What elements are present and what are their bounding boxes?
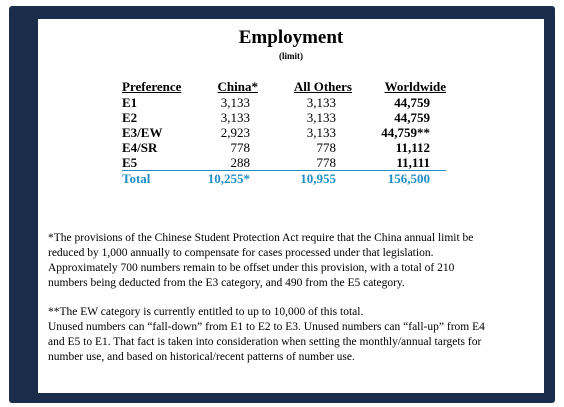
footnote-line: **The EW category is currently entitled to up to 10,000 of this total.	[48, 306, 364, 318]
footnote-line: numbers being deducted from the E3 category, and 490 from the E5 category.	[48, 277, 405, 289]
slide-frame	[9, 6, 555, 403]
cell-preference: E1	[122, 95, 138, 110]
header-preference: Preference	[122, 78, 182, 94]
cell-preference: E4/SR	[122, 140, 158, 155]
cell-preference: E3/EW	[122, 125, 163, 140]
footnotes	[48, 231, 534, 365]
header-worldwide: Worldwide	[384, 78, 446, 94]
table-total-row	[122, 171, 446, 187]
cell-china: 3,133	[220, 110, 250, 125]
cell-worldwide: 44,759	[394, 95, 430, 110]
total-all-others: 10,955	[258, 171, 352, 187]
cell-all-others: 3,133	[306, 125, 336, 140]
slide-subtitle: (limit)	[279, 51, 303, 61]
cell-worldwide: 11,111	[396, 155, 430, 170]
cell-all-others: 778	[316, 140, 336, 155]
header-all-others: All Others	[293, 78, 352, 94]
cell-worldwide: 11,112	[395, 140, 430, 155]
cell-china: 2,923	[220, 125, 250, 140]
cell-all-others: 3,133	[306, 95, 336, 110]
cell-all-others: 778	[316, 155, 336, 170]
footnote-ew-category	[48, 305, 534, 365]
table-row	[122, 95, 446, 110]
slide-title: Employment	[238, 27, 344, 48]
table-row	[122, 125, 446, 140]
footnote-china-protection-act	[48, 231, 534, 291]
cell-preference: E2	[122, 110, 138, 125]
total-worldwide: 156,500	[352, 171, 446, 187]
total-label: Total	[122, 171, 194, 187]
footnote-line: number use, and based on historical/recent patterns of number use.	[48, 351, 355, 363]
cell-china: 3,133	[220, 95, 250, 110]
slide	[38, 19, 544, 393]
header-china: China*	[217, 78, 258, 94]
footnote-line: reduced by 1,000 annually to compensate for cases processed under that legislation.	[48, 247, 434, 259]
cell-worldwide: 44,759	[394, 110, 430, 125]
cell-china: 288	[230, 155, 250, 170]
cell-all-others: 3,133	[306, 110, 336, 125]
table-row	[122, 155, 446, 171]
cell-china: 778	[230, 140, 250, 155]
table-row	[122, 110, 446, 125]
table-row	[122, 140, 446, 155]
cell-preference: E5	[122, 155, 138, 170]
footnote-line: and E5 to E1. That fact is taken into consideration when setting the monthly/annual targets for	[48, 336, 482, 348]
footnote-line: *The provisions of the Chinese Student Protection Act require that the China annual limit be	[48, 232, 474, 244]
footnote-line: Unused numbers can “fall-down” from E1 to E2 to E3. Unused numbers can “fall-up” from E4	[48, 321, 485, 333]
total-china: 10,255*	[194, 171, 258, 187]
footnote-line: Approximately 700 numbers remain to be offset under this provision, with a total of 210	[48, 262, 455, 274]
employment-limits-table	[122, 77, 446, 186]
table-header-row	[122, 77, 446, 95]
cell-worldwide: 44,759**	[381, 125, 430, 140]
